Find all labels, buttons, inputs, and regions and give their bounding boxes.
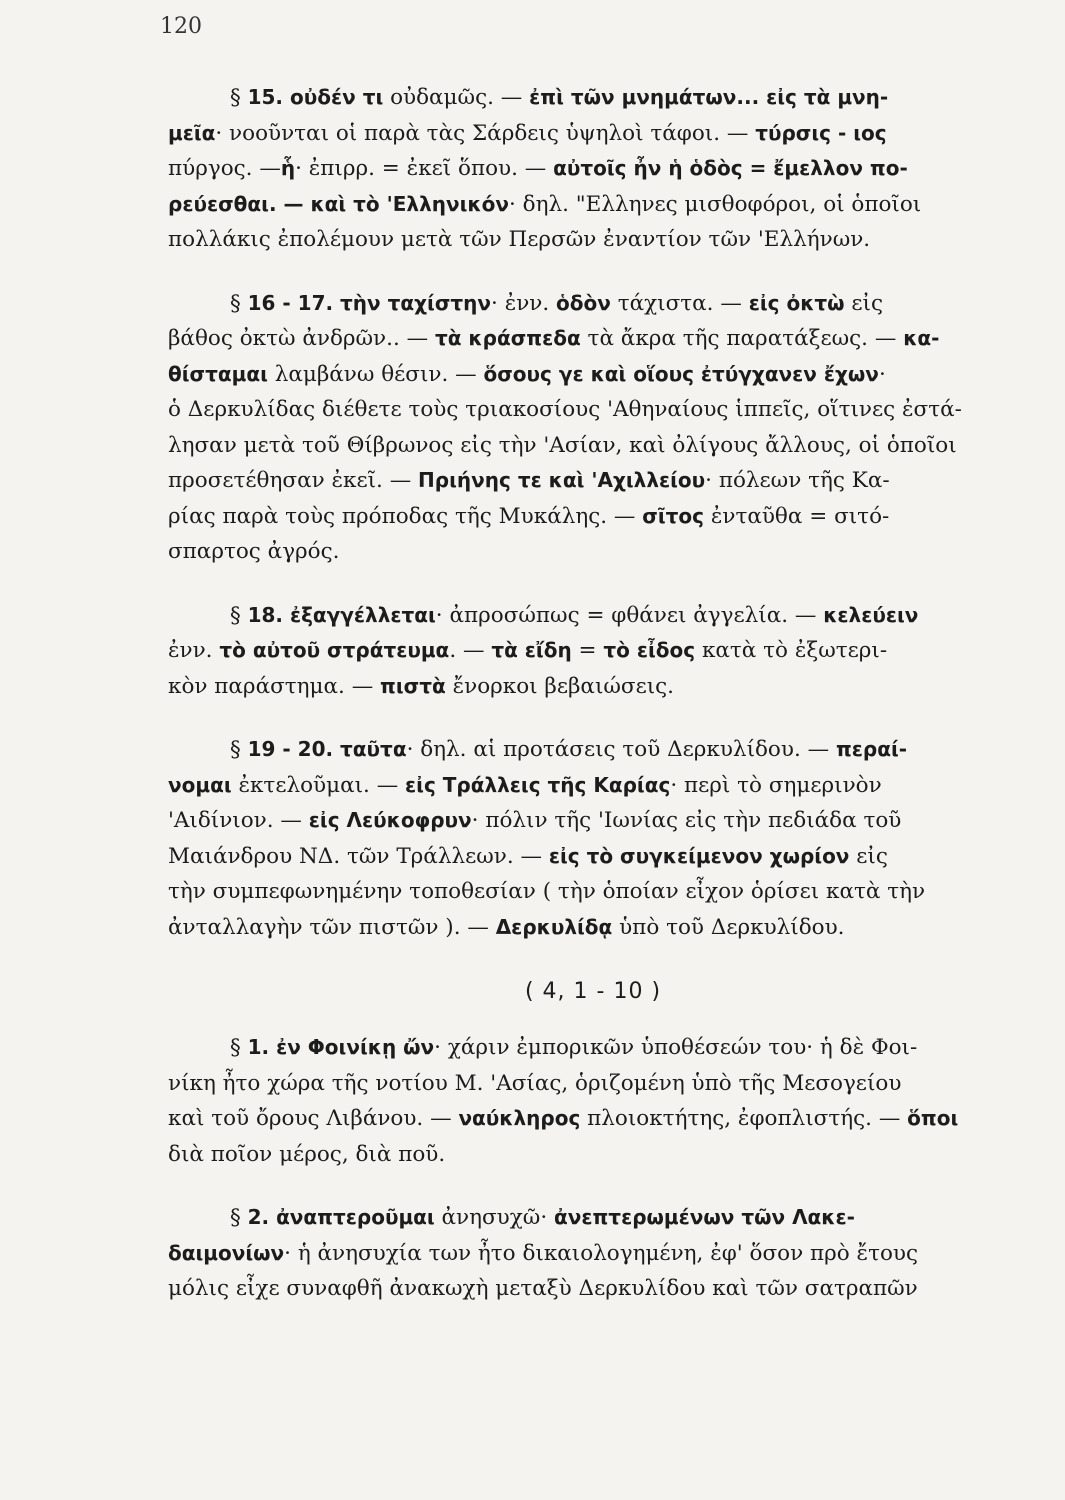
text-line [168,286,1018,322]
lemma-text: 2. ἀναπτεροῦμαι [247,1205,435,1229]
lemma-text: σῖτος [642,503,704,528]
gloss-text: ἔνορκοι βεβαιώσεις. [445,673,675,699]
lemma-text: περαί- [835,737,908,761]
page-number: 120 [160,14,202,39]
text-line [168,669,1018,705]
gloss-text: · περὶ τὸ σημερινὸν [670,772,882,798]
gloss-text: · [878,361,886,387]
gloss-text: . — [449,638,492,663]
lemma-text: πιστὰ [380,673,446,698]
gloss-text: προσετέθησαν ἐκεῖ. — [168,468,419,493]
lemma-text: μεῖα [168,120,216,145]
lemma-text: ὅποι [907,1106,959,1130]
gloss-text: ἐνν. [168,638,220,663]
text-line [168,392,1018,428]
gloss-text: § [230,85,248,110]
lemma-text: τὰ εἴδη [491,638,572,662]
commentary-paragraph-s15 [168,80,1018,258]
text-line [168,1271,1018,1307]
text-line [168,633,1018,669]
gloss-text: · δηλ. "Ελληνες μισθοφόροι, οἱ ὁποῖοι [508,191,922,217]
gloss-text: ὑπὸ τοῦ Δερκυλίδου. [612,914,845,940]
gloss-text: · πόλιν τῆς 'Ιωνίας εἰς τὴν πεδιάδα τοῦ [471,808,902,833]
gloss-text: διὰ ποῖον μέρος, διὰ ποῦ. [168,1141,446,1167]
gloss-text: λαμβάνω θέσιν. — [267,361,484,387]
commentary-sections-continued [168,1030,1018,1307]
text-line [168,732,1018,768]
text-line [168,428,1018,464]
gloss-text: τὰ ἄκρα τῆς παρατάξεως. — [580,326,904,351]
text-line [168,839,1018,875]
gloss-text: εἰς [849,843,888,869]
text-line [168,534,1018,570]
gloss-text: πλοιοκτήτης, ἐφοπλιστής. — [580,1106,908,1131]
gloss-text: · ἀπροσώπως = φθάνει ἀγγελία. — [435,602,824,628]
lemma-text: 16 - 17. τὴν ταχίστην [247,290,492,315]
commentary-paragraph-s16 [168,286,1018,570]
gloss-text: ἀνταλλαγὴν τῶν πιστῶν ). — [168,914,496,940]
text-line [168,357,1018,393]
lemma-text: Δερκυλίδᾳ [495,914,613,939]
lemma-text: εἰς Λεύκοφρυν [308,808,472,832]
gloss-text: § [230,1035,248,1060]
lemma-text: θίσταμαι [168,361,268,386]
text-line [168,1101,1018,1137]
lemma-text: εἰς τὸ συγκείμενον χωρίον [548,843,850,868]
lemma-text: 15. οὐδέν τι [247,85,384,109]
lemma-text: δαιμονίων [168,1240,285,1265]
lemma-text: εἰς Τράλλεις τῆς Καρίας [405,772,671,797]
text-line [168,463,1018,499]
lemma-text: κα- [903,326,940,350]
gloss-text: καὶ τοῦ ὄρους Λιβάνου. — [168,1106,459,1131]
gloss-text: § [230,290,248,316]
lemma-text: 19 - 20. ταῦτα [247,737,407,761]
text-line [168,80,1018,116]
gloss-text: Μαιάνδρου ΝΔ. τῶν Τράλλεων. — [168,843,549,869]
lemma-text: εἰς ὀκτὼ [748,290,845,315]
gloss-text: ἀνησυχῶ· [434,1205,554,1230]
gloss-text: = [571,638,604,663]
gloss-text: 'Αιδίνιον. — [168,808,309,833]
gloss-text: κατὰ τὸ ἐξωτερι- [695,638,888,663]
lemma-text: ἧ [280,156,296,180]
gloss-text: ἐνταῦθα = σιτό- [704,503,890,529]
gloss-text: § [230,1205,248,1230]
text-line [168,499,1018,535]
lemma-text: Πριήνης τε καὶ 'Αχιλλείου [418,468,706,492]
lemma-text: ὅσους γε καὶ οἵους ἐτύγχανεν ἔχων [483,361,879,386]
gloss-text: μόλις εἶχε συναφθῆ ἀνακωχὴ μεταξὺ Δερκυλίδου καὶ τῶν σατραπῶν [168,1276,918,1301]
chapter-heading: ( 4, 1 - 10 ) [524,979,662,1004]
commentary-paragraph-s2 [168,1200,1018,1307]
text-line [168,598,1018,634]
gloss-text: κὸν παράστημα. — [168,673,381,699]
gloss-text: · πόλεων τῆς Κα- [705,468,890,493]
page-body [168,80,1018,1307]
lemma-text: ὁδὸν [556,290,611,315]
lemma-text: 18. ἐξαγγέλλεται [247,602,436,627]
text-line [168,1066,1018,1102]
lemma-text: τὸ αὐτοῦ στράτευμα [219,638,450,662]
lemma-text: νομαι [168,772,232,797]
text-line [168,1030,1018,1066]
lemma-text: τύρσις - ιος [755,120,887,145]
lemma-text: αὐτοῖς ἦν ἡ ὁδὸς = ἔμελλον πο- [553,156,908,180]
gloss-text: τάχιστα. — [610,290,749,316]
commentary-paragraph-s19 [168,732,1018,945]
text-line [168,151,1018,187]
gloss-text: βάθος ὀκτὼ ἀνδρῶν.. — [168,326,435,351]
lemma-text: τὸ εἶδος [603,638,696,662]
gloss-text: πύργος. — [168,156,281,181]
text-line [168,803,1018,839]
gloss-text: · ἐνν. [491,290,557,316]
gloss-text: σπαρτος ἀγρός. [168,539,340,564]
gloss-text: ρίας παρὰ τοὺς πρόποδας τῆς Μυκάλης. — [168,503,643,529]
lemma-text: τὰ κράσπεδα [434,326,581,350]
text-line [168,1236,1018,1272]
gloss-text: λησαν μετὰ τοῦ Θίβρωνος εἰς τὴν 'Ασίαν, καὶ ὀλίγους ἄλλους, οἱ ὁποῖοι [168,432,957,458]
gloss-text: ἐκτελοῦμαι. — [231,772,406,798]
text-line [168,187,1018,223]
commentary-paragraph-s1 [168,1030,1018,1172]
gloss-text: · ἐπιρρ. = ἐκεῖ ὅπου. — [295,156,554,181]
text-line [168,321,1018,357]
gloss-text: · ἡ ἀνησυχία των ἦτο δικαιολογημένη, ἐφ' ὅσον πρὸ ἔτους [284,1240,919,1266]
gloss-text: · δηλ. αἱ προτάσεις τοῦ Δερκυλίδου. — [406,737,836,762]
gloss-text: ὁ Δερκυλίδας διέθετε τοὺς τριακοσίους 'Αθηναίους ἱππεῖς, οἵτινες ἐστά- [168,397,962,422]
gloss-text: τὴν συμπεφωνημένην τοποθεσίαν ( τὴν ὁποίαν εἶχον ὁρίσει κατὰ τὴν [168,879,926,904]
text-line [168,874,1018,910]
gloss-text: · χάριν ἐμπορικῶν ὑποθέσεών του· ἡ δὲ Φοι- [434,1035,918,1060]
lemma-text: ἐπὶ τῶν μνημάτων... εἰς τὰ μνη- [529,85,889,109]
gloss-text: · νοοῦνται οἱ παρὰ τὰς Σάρδεις ὑψηλοὶ τάφοι. — [215,120,756,146]
text-line [168,1137,1018,1173]
lemma-text: κελεύειν [823,602,919,627]
text-line [168,910,1018,946]
text-line [168,1200,1018,1236]
text-line [168,116,1018,152]
gloss-text: εἰς [844,290,883,316]
commentary-sections [168,80,1018,945]
gloss-text: § [230,602,248,628]
gloss-text: οὐδαμῶς. — [383,85,530,110]
commentary-paragraph-s18 [168,598,1018,705]
gloss-text: νίκη ἦτο χώρα τῆς νοτίου Μ. 'Ασίας, ὁριζομένη ὑπὸ τῆς Μεσογείου [168,1070,902,1096]
lemma-text: 1. ἐν Φοινίκῃ ὤν [247,1035,435,1059]
gloss-text: § [230,737,248,762]
text-line [168,222,1018,258]
lemma-text: ρεύεσθαι. — καὶ τὸ 'Ελληνικόν [168,191,509,216]
lemma-text: ἀνεπτερωμένων τῶν Λακε- [553,1205,855,1229]
text-line [168,768,1018,804]
gloss-text: πολλάκις ἐπολέμουν μετὰ τῶν Περσῶν ἐναντίον τῶν 'Ελλήνων. [168,227,871,252]
lemma-text: ναύκληρος [458,1106,581,1130]
